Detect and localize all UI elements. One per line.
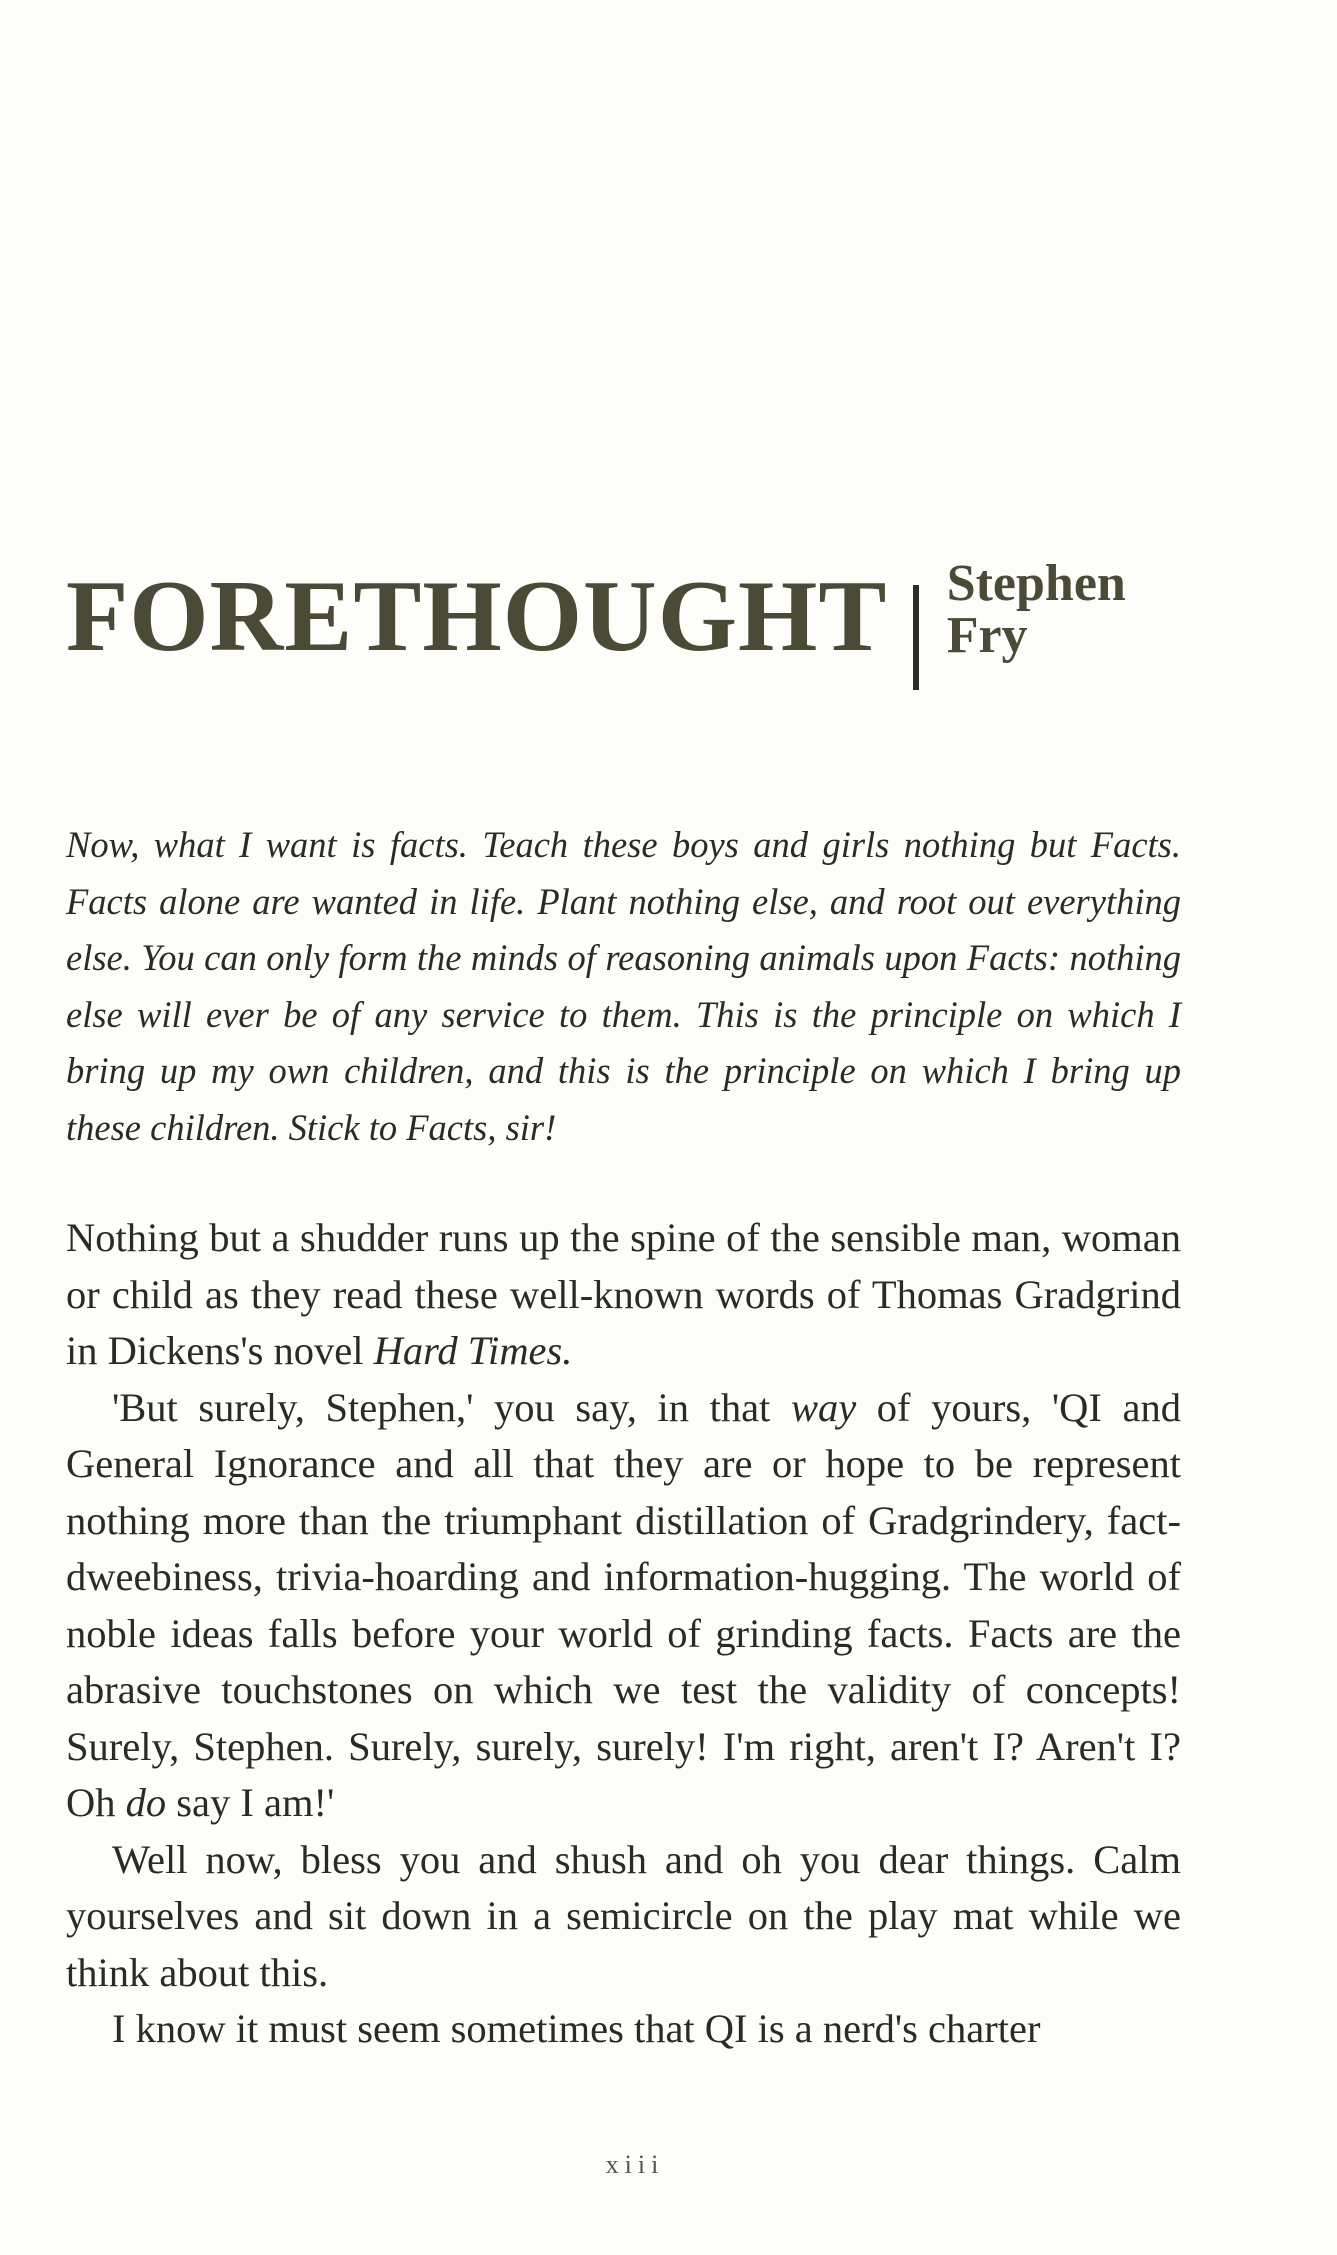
heading-divider [913,585,918,690]
paragraph-2-text-a: 'But surely, Stephen,' you say, in that [112,1384,791,1430]
chapter-title: FORETHOUGHT [66,560,888,673]
paragraph-4: I know it must seem sometimes that QI is a nerd's charter [112,2006,1041,2051]
epigraph-quote: Now, what I want is facts. Teach these boys and girls nothing but Facts. Facts alone are wanted in life. Plant nothing else, and root out everything else. You can only form the minds of reasoning animals upon Facts: nothing else will ever be of any service to them. This is the principle on which I bring up my own children, and this is the principle on which I bring up these children. Stick to Facts, sir! [66,824,1181,1148]
paragraph-3: Well now, bless you and shush and oh you dear things. Calm yourselves and sit down in a semicircle on the play mat while we think about this. [66,1836,1181,1995]
book-title: Hard Times. [373,1328,573,1373]
page-number: xiii [605,2150,665,2179]
paragraph-2-text-c: say I am!' [166,1780,335,1825]
body-text [66,1210,1181,2058]
chapter-heading [66,548,1186,673]
emphasis-do: do [125,1780,167,1825]
paragraph-1 [66,1210,1181,1380]
paragraph-2 [66,1380,1181,1832]
paragraph-2-text-b: of yours, 'QI and General Ignorance and all that they are or hope to be represent nothing more than the triumphant distillation of Gradgrindery, fact-dweebiness, trivia-hoarding and information-hugging. The world of noble ideas falls before your world of grinding facts. Facts are the abrasive touchstones on which we test the validity of concepts! Surely, Stephen. Surely, surely, surely! I'm right, aren't I? Aren't I? Oh [66,1384,1181,1825]
chapter-author: Stephen Fry [946,555,1126,664]
paragraph-1-text: Nothing but a shudder runs up the spine of the sensible man, woman or child as they read these well-known words of Thomas Gradgrind in Dickens's novel [66,1215,1181,1373]
emphasis-way: way [790,1384,857,1430]
